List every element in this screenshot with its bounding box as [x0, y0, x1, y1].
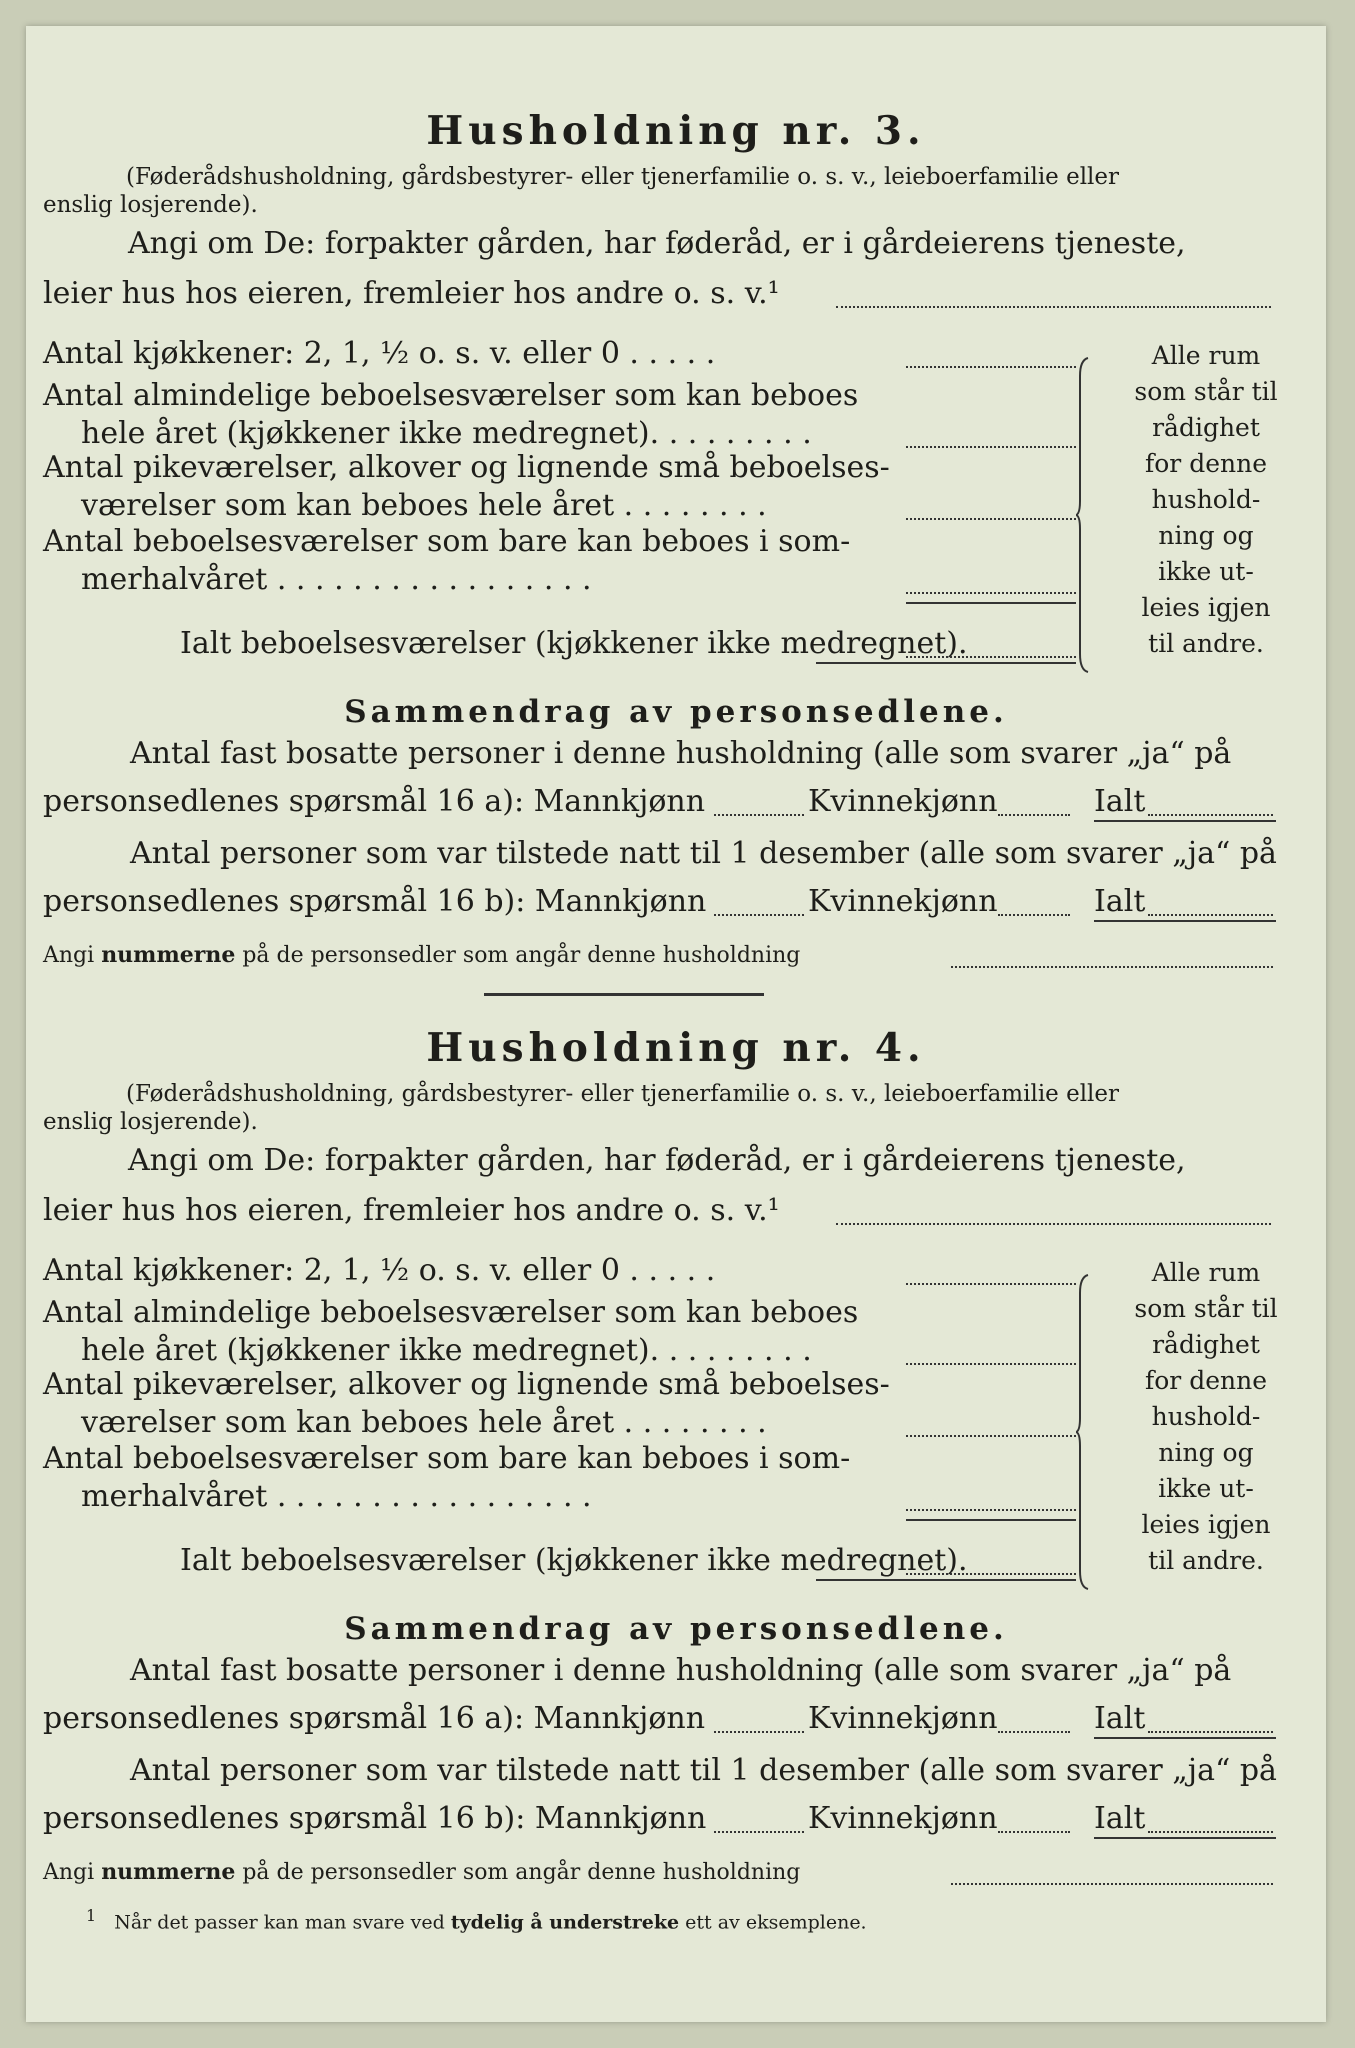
sheet-numbers-suffix: på de personsedler som angår denne husholdning	[242, 1860, 801, 1885]
brace-note-line: ikke ut-	[1158, 557, 1254, 586]
tenure-question: Angi om De: forpakter gården, har føderåd, er i gårdeierens tjeneste,	[128, 1143, 1186, 1178]
brace-note-line: hushold-	[1151, 485, 1261, 514]
present-male-field[interactable]	[714, 914, 804, 916]
maid-rooms-label-cont: værelser som kan beboes hele året . . . . . . . .	[81, 488, 767, 523]
household-subtitle: (Føderådshusholdning, gårdsbestyrer- eller tjenerfamilie o. s. v., leieboerfamilie eller	[126, 164, 1120, 190]
brace-note-line: rådighet	[1152, 1330, 1260, 1359]
brace-note-line: leies igjen	[1141, 1510, 1271, 1539]
footnote	[86, 1906, 867, 1933]
footnote-marker: 1	[86, 1906, 97, 1925]
resident-female-label: Kvinnekjønn	[808, 1701, 998, 1736]
brace-note-line: for denne	[1145, 449, 1267, 478]
brace-icon	[1076, 356, 1090, 674]
ordinary-rooms-field[interactable]	[906, 1363, 1076, 1365]
summer-rooms-label: Antal beboelsesværelser som bare kan beboes i som-	[43, 524, 851, 559]
brace-icon	[1076, 1273, 1090, 1591]
tenure-question: Angi om De: forpakter gården, har føderåd, er i gårdeierens tjeneste,	[128, 226, 1186, 261]
resident-count-label: Antal fast bosatte personer i denne husholdning (alle som svarer „ja“ på	[130, 736, 1232, 771]
present-female-field[interactable]	[998, 1831, 1070, 1833]
brace-note	[1096, 338, 1316, 662]
summer-rooms-field[interactable]	[906, 592, 1076, 594]
sheet-numbers-suffix: på de personsedler som angår denne husholdning	[242, 943, 801, 968]
brace-note-line: for denne	[1145, 1366, 1267, 1395]
present-total-field[interactable]	[1148, 914, 1273, 916]
resident-male-field[interactable]	[714, 1731, 804, 1733]
present-female-field[interactable]	[998, 914, 1070, 916]
maid-rooms-label: Antal pikeværelser, alkover og lignende små beboelses-	[43, 1367, 890, 1402]
resident-female-label: Kvinnekjønn	[808, 784, 998, 819]
household-title: Husholdning nr. 3.	[426, 108, 926, 154]
summer-rooms-label: Antal beboelsesværelser som bare kan beboes i som-	[43, 1441, 851, 1476]
sheet-numbers-label	[43, 1859, 800, 1885]
footnote-text: Når det passer kan man svare ved	[114, 1911, 445, 1934]
ordinary-rooms-label-cont: hele året (kjøkkener ikke medregnet). . . . . . . . .	[81, 1333, 812, 1368]
brace-note-line: hushold-	[1151, 1402, 1261, 1431]
total-rooms-rule	[816, 662, 1076, 664]
brace-note-line: Alle rum	[1151, 1258, 1261, 1287]
census-form-page	[26, 26, 1326, 2022]
ordinary-rooms-label: Antal almindelige beboelsesværelser som kan beboes	[43, 1295, 859, 1330]
tenure-question-cont: leier hus hos eieren, fremleier hos andre o. s. v.¹	[43, 276, 780, 311]
resident-count-label-cont: personsedlenes spørsmål 16 a): Mannkjønn	[43, 784, 706, 819]
resident-female-field[interactable]	[998, 814, 1070, 816]
tenure-answer-field[interactable]	[836, 1223, 1271, 1225]
maid-rooms-label: Antal pikeværelser, alkover og lignende små beboelses-	[43, 450, 890, 485]
sheet-numbers-label	[43, 942, 800, 968]
summary-title: Sammendrag av personsedlene.	[344, 694, 1008, 730]
brace-note	[1096, 1255, 1316, 1579]
ordinary-rooms-label: Antal almindelige beboelsesværelser som kan beboes	[43, 378, 859, 413]
brace-note-line: som står til	[1134, 1294, 1278, 1323]
summer-rooms-field[interactable]	[906, 1509, 1076, 1511]
household-title: Husholdning nr. 4.	[426, 1025, 926, 1071]
kitchens-field[interactable]	[906, 366, 1076, 368]
resident-total-label: Ialt	[1094, 784, 1146, 819]
maid-rooms-field[interactable]	[906, 518, 1076, 520]
total-rooms-label: Ialt beboelsesværelser (kjøkkener ikke medregnet).	[180, 626, 968, 661]
present-total-rule	[1094, 1837, 1276, 1839]
rooms-subtotal-rule	[906, 1519, 1076, 1521]
present-total-rule	[1094, 920, 1276, 922]
brace-note-line: rådighet	[1152, 413, 1260, 442]
summer-rooms-label-cont: merhalvåret . . . . . . . . . . . . . . . . .	[81, 1479, 592, 1514]
present-count-label: Antal personer som var tilstede natt til 1 desember (alle som svarer „ja“ på	[130, 1753, 1277, 1788]
sheet-numbers-prefix: Angi	[43, 1860, 95, 1885]
resident-count-label: Antal fast bosatte personer i denne husholdning (alle som svarer „ja“ på	[130, 1653, 1232, 1688]
sheet-numbers-prefix: Angi	[43, 943, 95, 968]
summer-rooms-label-cont: merhalvåret . . . . . . . . . . . . . . . . .	[81, 562, 592, 597]
brace-note-line: Alle rum	[1151, 341, 1261, 370]
resident-female-field[interactable]	[998, 1731, 1070, 1733]
ordinary-rooms-field[interactable]	[906, 446, 1076, 448]
household-subtitle: (Føderådshusholdning, gårdsbestyrer- eller tjenerfamilie o. s. v., leieboerfamilie eller	[126, 1081, 1120, 1107]
sheet-numbers-field[interactable]	[951, 1883, 1273, 1885]
present-female-label: Kvinnekjønn	[808, 1801, 998, 1836]
brace-note-line: til andre.	[1148, 629, 1264, 658]
resident-total-rule	[1094, 1737, 1276, 1739]
resident-total-field[interactable]	[1148, 814, 1273, 816]
kitchens-label: Antal kjøkkener: 2, 1, ½ o. s. v. eller 0 . . . . .	[43, 1253, 716, 1288]
resident-male-field[interactable]	[714, 814, 804, 816]
brace-note-line: som står til	[1134, 377, 1278, 406]
household-subtitle-cont: enslig losjerende).	[43, 1109, 258, 1135]
total-rooms-rule	[816, 1579, 1076, 1581]
present-count-label-cont: personsedlenes spørsmål 16 b): Mannkjønn	[43, 1801, 707, 1836]
sheet-numbers-bold: nummerne	[101, 1859, 236, 1885]
brace-note-line: ning og	[1158, 1438, 1254, 1467]
kitchens-label: Antal kjøkkener: 2, 1, ½ o. s. v. eller 0 . . . . .	[43, 336, 716, 371]
rooms-subtotal-rule	[906, 602, 1076, 604]
maid-rooms-label-cont: værelser som kan beboes hele året . . . . . . . .	[81, 1405, 767, 1440]
sheet-numbers-bold: nummerne	[101, 942, 236, 968]
tenure-question-cont: leier hus hos eieren, fremleier hos andre o. s. v.¹	[43, 1193, 780, 1228]
present-count-label: Antal personer som var tilstede natt til 1 desember (alle som svarer „ja“ på	[130, 836, 1277, 871]
present-female-label: Kvinnekjønn	[808, 884, 998, 919]
total-rooms-label: Ialt beboelsesværelser (kjøkkener ikke medregnet).	[180, 1543, 968, 1578]
brace-note-line: ning og	[1158, 521, 1254, 550]
household-subtitle-cont: enslig losjerende).	[43, 192, 258, 218]
maid-rooms-field[interactable]	[906, 1435, 1076, 1437]
present-count-label-cont: personsedlenes spørsmål 16 b): Mannkjønn	[43, 884, 707, 919]
present-total-label: Ialt	[1094, 884, 1146, 919]
tenure-answer-field[interactable]	[836, 306, 1271, 308]
brace-note-line: til andre.	[1148, 1546, 1264, 1575]
sheet-numbers-field[interactable]	[951, 966, 1273, 968]
brace-note-line: ikke ut-	[1158, 1474, 1254, 1503]
kitchens-field[interactable]	[906, 1283, 1076, 1285]
total-rooms-field[interactable]	[906, 656, 1076, 658]
total-rooms-field[interactable]	[906, 1573, 1076, 1575]
resident-total-field[interactable]	[1148, 1731, 1273, 1733]
footnote-bold-text: tydelig å understreke	[450, 1911, 680, 1934]
brace-note-line: leies igjen	[1141, 593, 1271, 622]
present-total-label: Ialt	[1094, 1801, 1146, 1836]
present-male-field[interactable]	[714, 1831, 804, 1833]
ordinary-rooms-label-cont: hele året (kjøkkener ikke medregnet). . . . . . . . .	[81, 416, 812, 451]
present-total-field[interactable]	[1148, 1831, 1273, 1833]
resident-total-rule	[1094, 820, 1276, 822]
resident-count-label-cont: personsedlenes spørsmål 16 a): Mannkjønn	[43, 1701, 706, 1736]
summary-title: Sammendrag av personsedlene.	[344, 1611, 1008, 1647]
footnote-text-end: ett av eksemplene.	[685, 1911, 867, 1934]
resident-total-label: Ialt	[1094, 1701, 1146, 1736]
section-divider	[484, 993, 764, 996]
